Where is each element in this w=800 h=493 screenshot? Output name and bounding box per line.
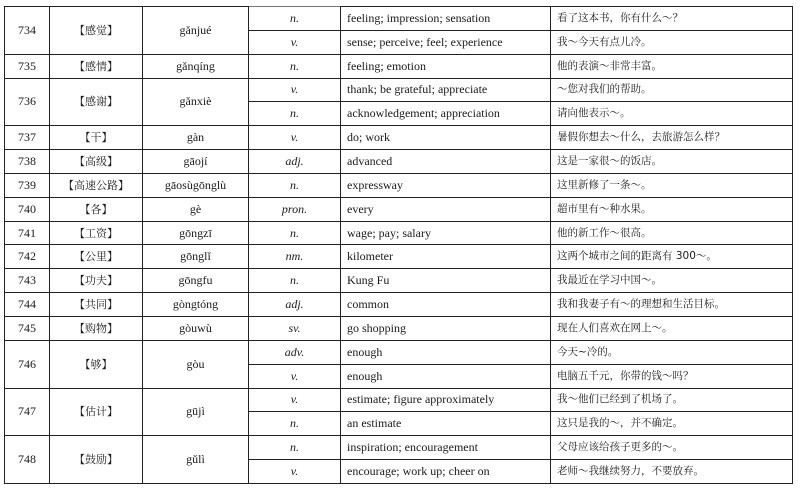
entry-pinyin: gāosùgōnglù bbox=[143, 173, 249, 197]
entry-word: 【工资】 bbox=[50, 221, 143, 245]
table-row bbox=[5, 221, 793, 245]
table-row bbox=[5, 388, 793, 412]
part-of-speech: adv. bbox=[249, 340, 341, 364]
definition: estimate; figure approximately bbox=[341, 388, 551, 412]
example-sentence: 看了这本书，你有什么～？ bbox=[551, 7, 793, 31]
example-sentence: 超市里有～种水果。 bbox=[551, 197, 793, 221]
part-of-speech: v. bbox=[249, 460, 341, 484]
entry-word: 【感谢】 bbox=[50, 78, 143, 126]
vocabulary-table-body bbox=[5, 7, 793, 484]
entry-number: 742 bbox=[5, 245, 50, 269]
example-sentence: 我～他们已经到了机场了。 bbox=[551, 388, 793, 412]
table-row bbox=[5, 293, 793, 317]
entry-pinyin: gōngzī bbox=[143, 221, 249, 245]
part-of-speech: n. bbox=[249, 102, 341, 126]
part-of-speech: v. bbox=[249, 126, 341, 150]
entry-number: 736 bbox=[5, 78, 50, 126]
definition: do; work bbox=[341, 126, 551, 150]
example-sentence: 老师～我继续努力，不要放弃。 bbox=[551, 460, 793, 484]
table-row bbox=[5, 269, 793, 293]
entry-pinyin: gǎnqíng bbox=[143, 54, 249, 78]
entry-number: 738 bbox=[5, 150, 50, 174]
entry-number: 747 bbox=[5, 388, 50, 436]
example-sentence: 请向他表示～。 bbox=[551, 102, 793, 126]
example-sentence: 现在人们喜欢在网上～。 bbox=[551, 316, 793, 340]
definition: expressway bbox=[341, 173, 551, 197]
example-sentence: 他的新工作～很高。 bbox=[551, 221, 793, 245]
part-of-speech: v. bbox=[249, 30, 341, 54]
entry-number: 740 bbox=[5, 197, 50, 221]
part-of-speech: n. bbox=[249, 412, 341, 436]
table-row bbox=[5, 340, 793, 364]
definition: kilometer bbox=[341, 245, 551, 269]
entry-word: 【高速公路】 bbox=[50, 173, 143, 197]
definition: advanced bbox=[341, 150, 551, 174]
table-row bbox=[5, 78, 793, 102]
table-row bbox=[5, 54, 793, 78]
example-sentence: 父母应该给孩子更多的～。 bbox=[551, 436, 793, 460]
vocabulary-table bbox=[4, 6, 793, 484]
table-row bbox=[5, 7, 793, 31]
entry-word: 【干】 bbox=[50, 126, 143, 150]
part-of-speech: n. bbox=[249, 221, 341, 245]
example-sentence: ～您对我们的帮助。 bbox=[551, 78, 793, 102]
part-of-speech: n. bbox=[249, 173, 341, 197]
entry-number: 748 bbox=[5, 436, 50, 484]
definition: encourage; work up; cheer on bbox=[341, 460, 551, 484]
example-sentence: 他的表演～非常丰富。 bbox=[551, 54, 793, 78]
entry-number: 741 bbox=[5, 221, 50, 245]
example-sentence: 我最近在学习中国～。 bbox=[551, 269, 793, 293]
example-sentence: 暑假你想去～什么，去旅游怎么样？ bbox=[551, 126, 793, 150]
example-sentence: 今天~冷的。 bbox=[551, 340, 793, 364]
part-of-speech: sv. bbox=[249, 316, 341, 340]
entry-word: 【感觉】 bbox=[50, 7, 143, 55]
entry-number: 744 bbox=[5, 293, 50, 317]
part-of-speech: nm. bbox=[249, 245, 341, 269]
table-row bbox=[5, 126, 793, 150]
entry-number: 746 bbox=[5, 340, 50, 388]
part-of-speech: n. bbox=[249, 436, 341, 460]
entry-pinyin: gòngtóng bbox=[143, 293, 249, 317]
definition: sense; perceive; feel; experience bbox=[341, 30, 551, 54]
example-sentence: 这两个城市之间的距离有 300～。 bbox=[551, 245, 793, 269]
definition: thank; be grateful; appreciate bbox=[341, 78, 551, 102]
definition: go shopping bbox=[341, 316, 551, 340]
part-of-speech: pron. bbox=[249, 197, 341, 221]
entry-pinyin: gòuwù bbox=[143, 316, 249, 340]
entry-number: 737 bbox=[5, 126, 50, 150]
part-of-speech: v. bbox=[249, 364, 341, 388]
part-of-speech: adj. bbox=[249, 150, 341, 174]
definition: an estimate bbox=[341, 412, 551, 436]
definition: every bbox=[341, 197, 551, 221]
example-sentence: 这只是我的～，并不确定。 bbox=[551, 412, 793, 436]
entry-number: 734 bbox=[5, 7, 50, 55]
example-sentence: 这里新修了一条～。 bbox=[551, 173, 793, 197]
entry-word: 【共同】 bbox=[50, 293, 143, 317]
entry-pinyin: gōnglǐ bbox=[143, 245, 249, 269]
entry-pinyin: gūjì bbox=[143, 388, 249, 436]
entry-pinyin: gòu bbox=[143, 340, 249, 388]
entry-word: 【各】 bbox=[50, 197, 143, 221]
entry-word: 【估计】 bbox=[50, 388, 143, 436]
part-of-speech: adj. bbox=[249, 293, 341, 317]
table-row bbox=[5, 173, 793, 197]
definition: feeling; impression; sensation bbox=[341, 7, 551, 31]
definition: Kung Fu bbox=[341, 269, 551, 293]
definition: inspiration; encouragement bbox=[341, 436, 551, 460]
entry-word: 【够】 bbox=[50, 340, 143, 388]
entry-word: 【购物】 bbox=[50, 316, 143, 340]
entry-number: 745 bbox=[5, 316, 50, 340]
entry-word: 【高级】 bbox=[50, 150, 143, 174]
example-sentence: 我和我妻子有～的理想和生活目标。 bbox=[551, 293, 793, 317]
definition: wage; pay; salary bbox=[341, 221, 551, 245]
definition: feeling; emotion bbox=[341, 54, 551, 78]
entry-word: 【公里】 bbox=[50, 245, 143, 269]
table-row bbox=[5, 197, 793, 221]
entry-pinyin: gǎnxiè bbox=[143, 78, 249, 126]
definition: enough bbox=[341, 364, 551, 388]
entry-word: 【功夫】 bbox=[50, 269, 143, 293]
entry-pinyin: gǔlì bbox=[143, 436, 249, 484]
entry-number: 743 bbox=[5, 269, 50, 293]
definition: enough bbox=[341, 340, 551, 364]
part-of-speech: n. bbox=[249, 269, 341, 293]
table-row bbox=[5, 150, 793, 174]
part-of-speech: n. bbox=[249, 7, 341, 31]
definition: acknowledgement; appreciation bbox=[341, 102, 551, 126]
example-sentence: 这是一家很～的饭店。 bbox=[551, 150, 793, 174]
entry-number: 739 bbox=[5, 173, 50, 197]
entry-pinyin: gōngfu bbox=[143, 269, 249, 293]
part-of-speech: v. bbox=[249, 388, 341, 412]
entry-pinyin: gāojí bbox=[143, 150, 249, 174]
definition: common bbox=[341, 293, 551, 317]
entry-pinyin: gàn bbox=[143, 126, 249, 150]
entry-pinyin: gǎnjué bbox=[143, 7, 249, 55]
example-sentence: 我～今天有点儿冷。 bbox=[551, 30, 793, 54]
part-of-speech: v. bbox=[249, 78, 341, 102]
entry-number: 735 bbox=[5, 54, 50, 78]
part-of-speech: n. bbox=[249, 54, 341, 78]
entry-word: 【感情】 bbox=[50, 54, 143, 78]
entry-pinyin: gè bbox=[143, 197, 249, 221]
table-row bbox=[5, 436, 793, 460]
example-sentence: 电脑五千元，你带的钱～吗？ bbox=[551, 364, 793, 388]
table-row bbox=[5, 245, 793, 269]
entry-word: 【鼓励】 bbox=[50, 436, 143, 484]
table-row bbox=[5, 316, 793, 340]
